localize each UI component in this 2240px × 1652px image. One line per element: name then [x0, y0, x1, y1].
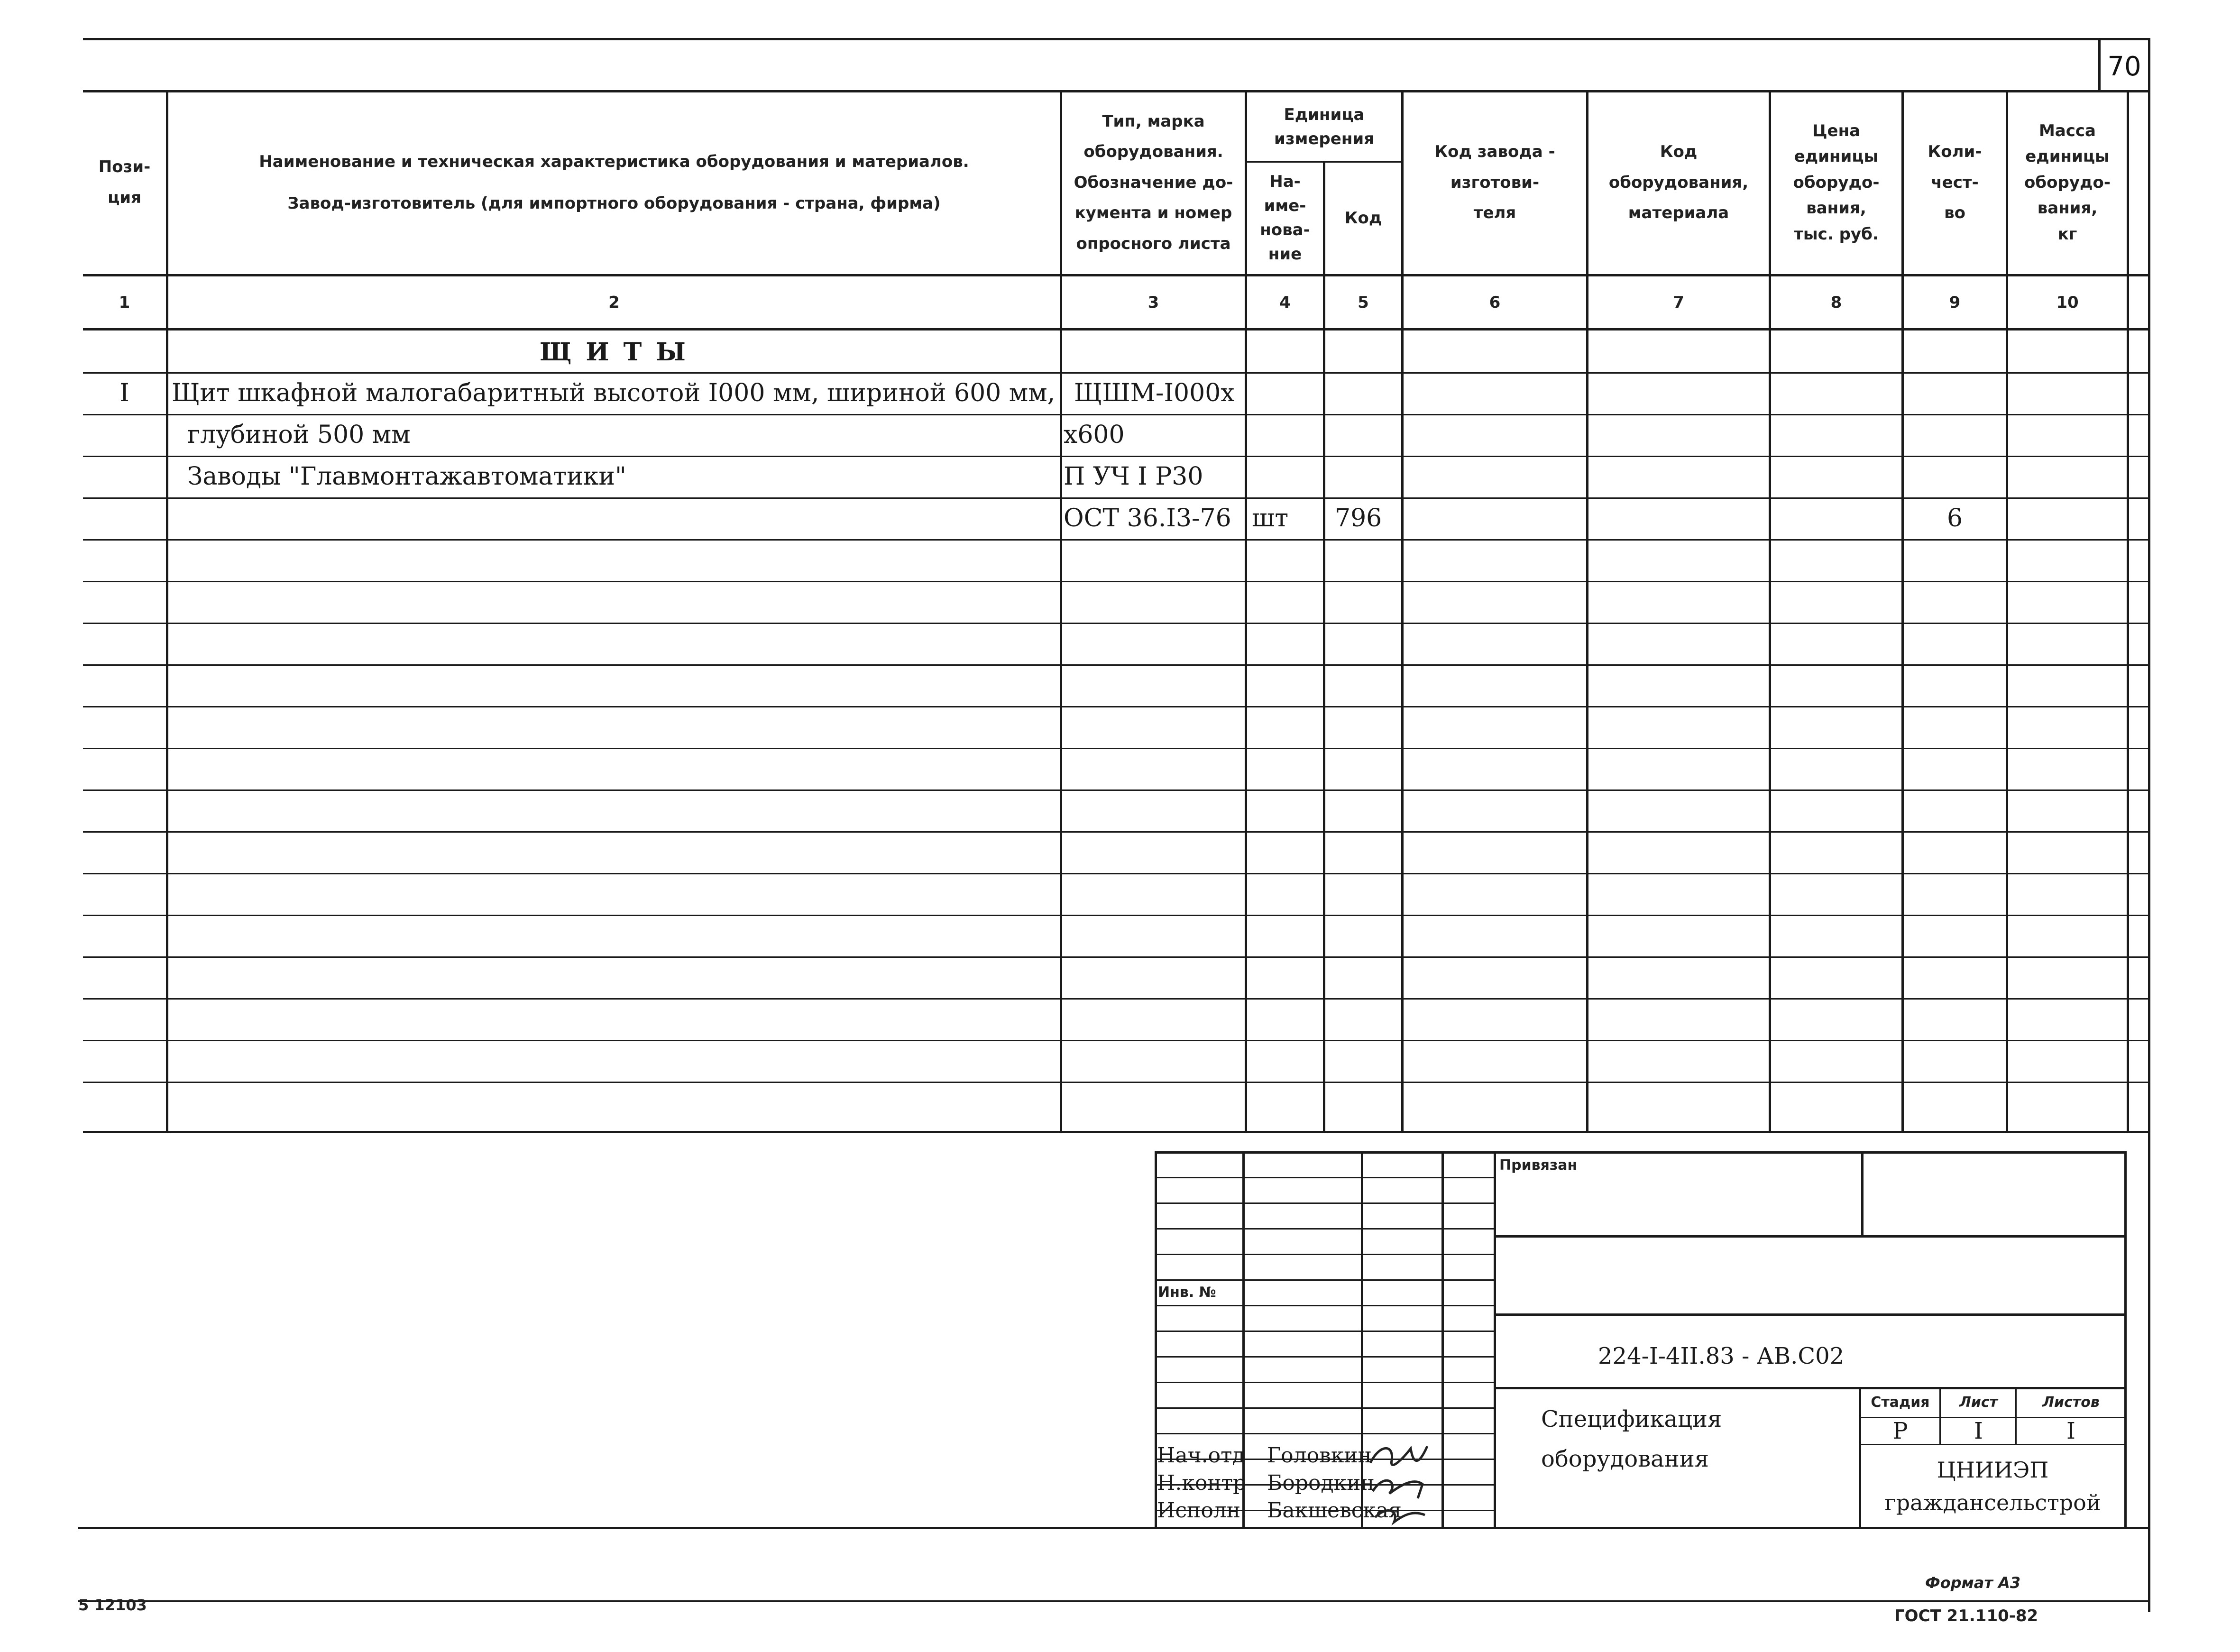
tb-role-3: Исполн. — [1157, 1498, 1248, 1523]
row-line — [83, 1082, 2150, 1083]
tb-left-grid-line — [1155, 1177, 1494, 1178]
colnum-4: 4 — [1279, 293, 1291, 312]
row-line — [83, 1040, 2150, 1041]
tb-left-grid-line — [1155, 1254, 1494, 1255]
row-4-quantity: 6 — [1946, 504, 1963, 532]
colnum-2: 2 — [608, 293, 620, 312]
row-1-type: ЩШМ-I000х — [1074, 379, 1235, 407]
tb-top-line — [1155, 1151, 2127, 1154]
header-name: Наименование и техническая характеристика оборудования и материалов. Завод-изготовитель (для импортного оборудования - страна, фирма) — [259, 152, 969, 213]
tb-privyazan-divider — [1861, 1151, 1864, 1235]
tb-col-d — [1494, 1151, 1496, 1527]
row-4-unit-code: 796 — [1335, 504, 1382, 532]
signature-marks — [1366, 1439, 1441, 1527]
tb-sheets-label: Листов — [2042, 1394, 2100, 1411]
sheet-number: 70 — [2107, 51, 2141, 82]
row-3-name: Заводы "Главмонтажавтоматики" — [187, 462, 626, 491]
row-line — [83, 873, 2150, 874]
header-maker-code: Код завода - изготови- теля — [1434, 142, 1555, 223]
tb-line-privyazan — [1494, 1235, 2127, 1238]
colnum-7: 7 — [1673, 293, 1684, 312]
tb-col-c — [1441, 1151, 1444, 1527]
tb-role-1: Нач.отд — [1157, 1443, 1245, 1468]
tb-sheet-label: Лист — [1959, 1394, 1998, 1411]
tb-privyazan-label: Привязан — [1499, 1156, 1578, 1174]
header-unit-code: Код — [1344, 208, 1382, 228]
tb-stage-col-1 — [1939, 1387, 1941, 1444]
footer-number: 5 12103 — [78, 1596, 147, 1614]
section-title: Щ И Т Ы — [540, 338, 689, 367]
tb-doc-code: 224-I-4II.83 - АВ.С02 — [1598, 1343, 1845, 1369]
header-mass: Масса единицы оборудо- вания, кг — [2024, 121, 2111, 244]
tb-left-grid-line — [1155, 1433, 1494, 1434]
tb-right-line — [2124, 1151, 2127, 1527]
row-line — [83, 915, 2150, 916]
tb-line-code-top — [1494, 1313, 2127, 1316]
tb-left-grid-line — [1155, 1305, 1494, 1306]
tb-role-2: Н.контр — [1157, 1470, 1247, 1495]
table-bottom-line — [83, 1131, 2150, 1133]
frame-footer-line — [78, 1600, 2150, 1602]
header-unit: Единица измерения — [1274, 105, 1374, 148]
tb-stage-label: Стадия — [1871, 1394, 1930, 1411]
colnum-6: 6 — [1489, 293, 1501, 312]
tb-document-title: Спецификация оборудования — [1541, 1406, 1722, 1472]
header-quantity: Коли- чест- во — [1928, 142, 1982, 223]
colnum-1: 1 — [119, 293, 130, 312]
tb-name-3: Бакшевская — [1267, 1498, 1402, 1523]
colnum-9: 9 — [1949, 293, 1961, 312]
row-2-type: х600 — [1064, 421, 1125, 449]
row-line — [83, 956, 2150, 958]
row-2-name: глубиной 500 мм — [187, 421, 411, 449]
header-equipment-code: Код оборудования, материала — [1608, 142, 1749, 223]
footer-format: Формат А3 — [1925, 1573, 2021, 1592]
header-type: Тип, марка оборудования. Обозначение до- кумента и номер опросного листа — [1074, 111, 1233, 253]
row-3-type: П УЧ I Р30 — [1064, 462, 1203, 491]
tb-organization: ЦНИИЭП граждансельстрой — [1884, 1457, 2101, 1515]
tb-stage-value: Р — [1892, 1417, 1908, 1444]
tb-left-grid-line — [1155, 1356, 1494, 1358]
row-line — [83, 706, 2150, 707]
row-4-type: ОСТ 36.I3-76 — [1064, 504, 1231, 532]
colnum-5: 5 — [1358, 293, 1369, 312]
header-price: Цена единицы оборудо- вания, тыс. руб. — [1793, 121, 1880, 244]
row-1-name: Щит шкафной малогабаритный высотой I000 мм, шириной 600 мм, — [172, 379, 1056, 407]
tb-left-grid-line — [1155, 1382, 1494, 1383]
tb-name-1: Головкин — [1267, 1443, 1372, 1468]
col-line-10 — [2127, 90, 2129, 1131]
row-4-unit: шт — [1252, 504, 1289, 532]
row-line — [83, 539, 2150, 541]
row-line — [83, 581, 2150, 582]
row-line — [83, 748, 2150, 749]
row-line — [83, 789, 2150, 791]
tb-inv-label: Инв. № — [1158, 1284, 1216, 1301]
tb-left-grid-line — [1155, 1331, 1494, 1332]
tb-left-grid-line — [1155, 1202, 1494, 1204]
colnum-10: 10 — [2056, 293, 2079, 312]
tb-stage-col-2 — [2015, 1387, 2017, 1444]
row-line — [83, 831, 2150, 833]
row-line — [83, 623, 2150, 624]
tb-left-grid-line — [1155, 1407, 1494, 1409]
header-unit-name: На- име- нова- ние — [1260, 172, 1310, 264]
row-1-position: I — [119, 379, 129, 407]
tb-sheets-value: I — [2066, 1417, 2075, 1444]
tb-left-grid-line — [1155, 1228, 1494, 1230]
row-line — [83, 664, 2150, 666]
tb-sheet-value: I — [1974, 1417, 1983, 1444]
colnum-bottom-line — [83, 328, 2150, 330]
frame-bottom-line — [78, 1527, 2150, 1529]
colnum-3: 3 — [1148, 293, 1159, 312]
row-line — [83, 998, 2150, 1000]
footer-gost: ГОСТ 21.110-82 — [1894, 1606, 2038, 1625]
frame-top-line — [83, 38, 2150, 40]
tb-name-2: Бородкин — [1267, 1470, 1375, 1495]
header-position: Пози- ция — [98, 157, 151, 207]
colnum-8: 8 — [1830, 293, 1842, 312]
